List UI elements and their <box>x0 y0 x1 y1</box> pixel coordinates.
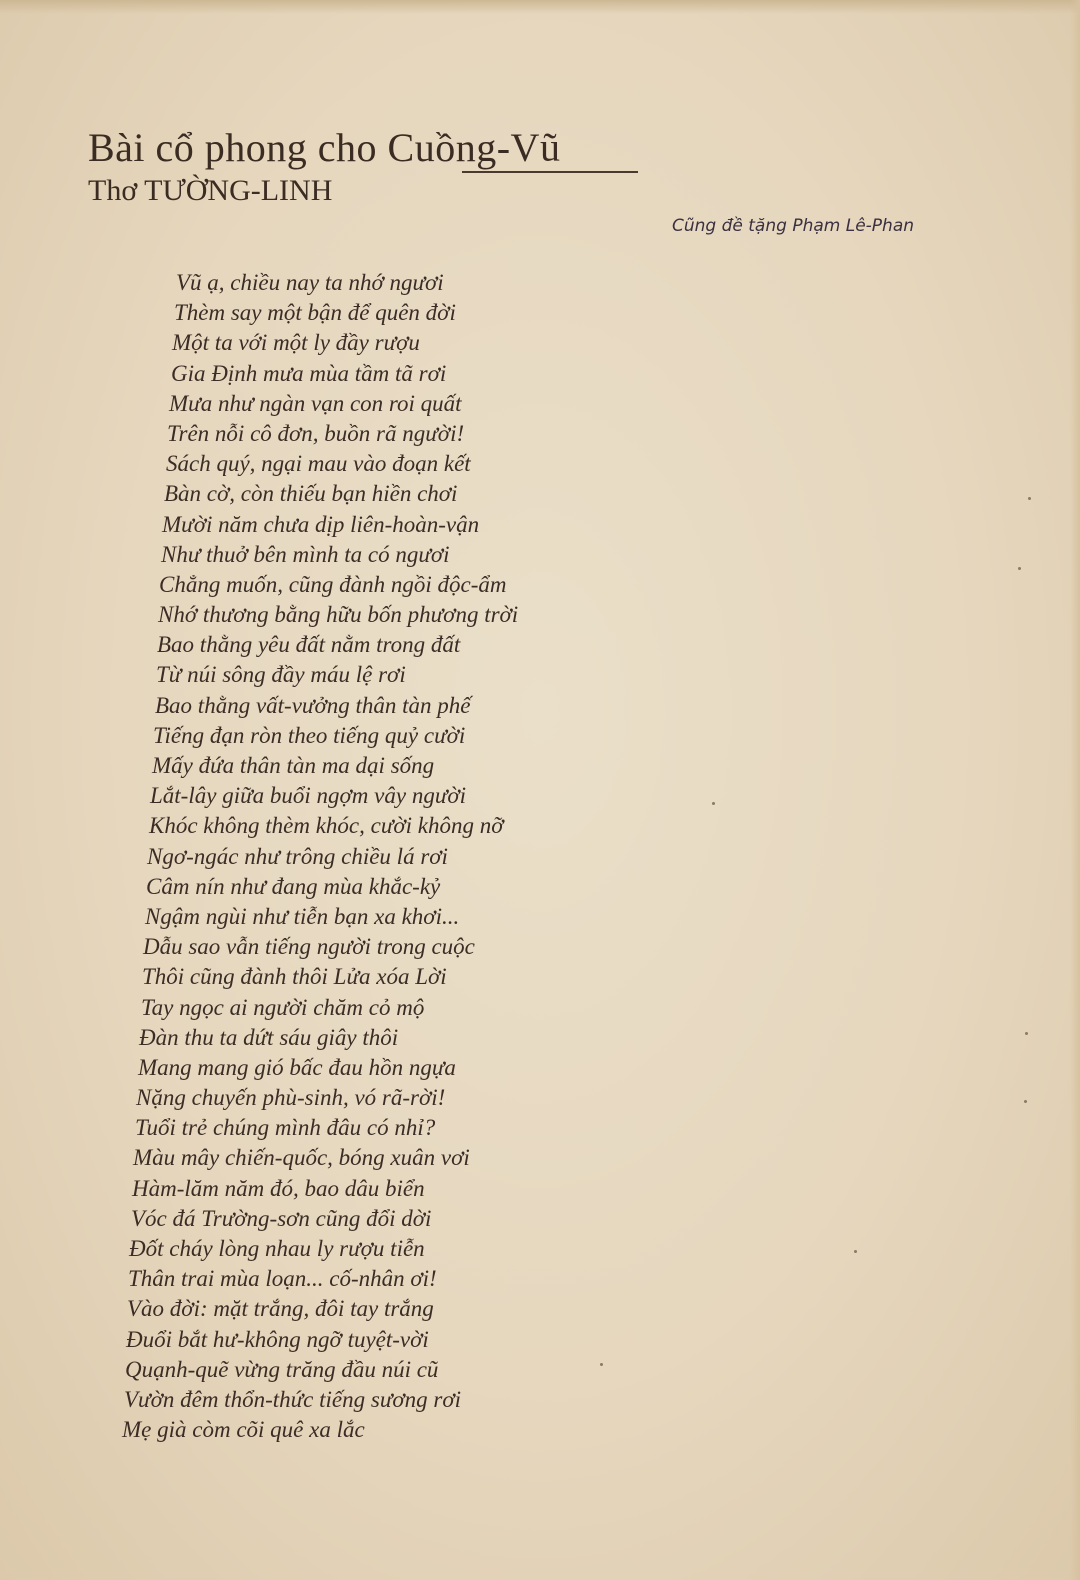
poem-line: Hàm-lăm năm đó, bao dâu biển <box>132 1175 425 1201</box>
poem-line: Nặng chuyến phù-sinh, vó rã-rời! <box>136 1085 446 1111</box>
poem-line: Ngơ-ngác như trông chiều lá rơi <box>147 843 448 869</box>
poem-body <box>120 268 760 1445</box>
poem-line: Ngậm ngùi như tiễn bạn xa khơi... <box>145 903 460 929</box>
poem-title: Bài cổ phong cho Cuồng-Vũ <box>88 125 561 170</box>
paper-speck <box>712 802 715 805</box>
paper-speck <box>600 1363 603 1366</box>
page-top-edge <box>0 0 1080 14</box>
poem-line: Màu mây chiến-quốc, bóng xuân vơi <box>133 1145 470 1171</box>
poem-author: Thơ TƯỜNG-LINH <box>88 174 333 207</box>
poem-line: Quạnh-quẽ vừng trăng đầu núi cũ <box>125 1356 439 1382</box>
poem-line: Mười năm chưa dịp liên-hoàn-vận <box>162 511 480 537</box>
poem-line: Bao thằng yêu đất nằm trong đất <box>157 632 461 658</box>
paper-speck <box>1025 1032 1028 1035</box>
poem-line: Dẫu sao vẫn tiếng người trong cuộc <box>143 934 475 960</box>
poem-line: Như thuở bên mình ta có ngươi <box>161 541 450 567</box>
title-underline <box>462 171 638 173</box>
poem-line: Tay ngọc ai người chăm cỏ mộ <box>141 994 425 1020</box>
poem-line: Vũ ạ, chiều nay ta nhớ ngươi <box>176 270 444 295</box>
poem-line: Chẳng muốn, cũng đành ngồi độc-ẩm <box>159 571 507 597</box>
paper-speck <box>1024 1100 1027 1103</box>
poem-line: Tuổi trẻ chúng mình đâu có nhỉ? <box>135 1115 436 1141</box>
poem-line: Đàn thu ta dứt sáu giây thôi <box>139 1024 399 1050</box>
poem-line: Câm nín như đang mùa khắc-kỷ <box>146 873 441 899</box>
poem-line: Khóc không thèm khóc, cười không nỡ <box>149 813 504 839</box>
poem-line: Một ta với một ly đầy rượu <box>172 330 420 356</box>
poem-line: Mấy đứa thân tàn ma dại sống <box>152 753 435 778</box>
poem-line: Sách quý, ngại mau vào đoạn kết <box>166 451 471 477</box>
poem-line: Mẹ già còm cõi quê xa lắc <box>122 1417 365 1443</box>
poem-line: Vườn đêm thổn-thức tiếng sương rơi <box>124 1386 462 1412</box>
poem-line: Thân trai mùa loạn... cố-nhân ơi! <box>128 1266 437 1292</box>
poem-line: Tiếng đạn ròn theo tiếng quỷ cười <box>153 722 466 748</box>
poem-line: Bao thằng vất-vưởng thân tàn phế <box>155 692 471 718</box>
poem-line: Từ núi sông đầy máu lệ rơi <box>156 662 406 688</box>
poem-line: Vóc đá Trường-sơn cũng đổi dời <box>131 1205 432 1231</box>
poem-line: Thèm say một bận để quên đời <box>174 300 456 326</box>
poem-line: Trên nỗi cô đơn, buồn rã người! <box>167 420 465 446</box>
poem-line: Đốt cháy lòng nhau ly rượu tiễn <box>129 1236 425 1261</box>
page-right-edge <box>1070 0 1080 1580</box>
poem-line: Mang mang gió bấc đau hồn ngựa <box>138 1054 456 1080</box>
poem-line: Đuổi bắt hư-không ngỡ tuyệt-vời <box>126 1326 429 1352</box>
paper-speck <box>854 1250 857 1253</box>
poem-line: Mưa như ngàn vạn con roi quất <box>169 390 462 416</box>
poem-line: Vào đời: mặt trắng, đôi tay trắng <box>127 1296 434 1322</box>
paper-speck <box>1028 497 1031 500</box>
poem-dedication: Cũng đề tặng Phạm Lê-Phan <box>672 216 915 236</box>
poem-line: Gia Định mưa mùa tầm tã rơi <box>171 360 447 386</box>
paper-speck <box>1018 567 1021 570</box>
poem-line: Nhớ thương bằng hữu bốn phương trời <box>158 602 519 628</box>
poem-line: Lắt-lây giữa buổi ngợm vây người <box>150 783 467 809</box>
poem-line: Bàn cờ, còn thiếu bạn hiền chơi <box>164 481 458 507</box>
poem-line: Thôi cũng đành thôi Lửa xóa Lời <box>142 964 447 990</box>
